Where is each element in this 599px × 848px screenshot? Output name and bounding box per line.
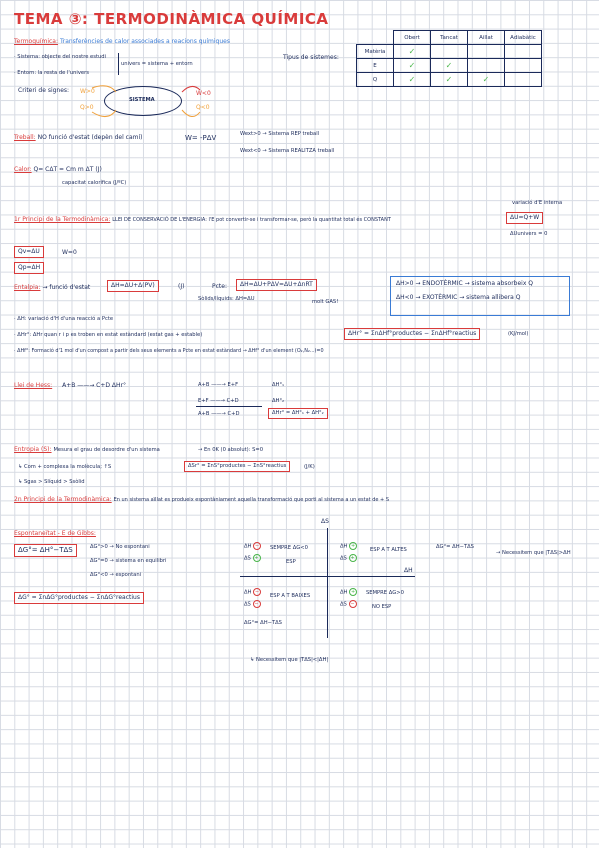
q3-formula: ΔG°= ΔH−TΔS [244,620,282,626]
entropia-box: ΔSr° = ΣnS°productes − ΣnS°reactius [184,461,290,472]
univers-def: univers = sistema + entorn [121,61,193,67]
hess-h1: ΔH°₁ [272,382,285,388]
sistema-label: SISTEMA [129,97,155,103]
entalpia-unit: (J) [178,283,185,290]
criteri-arrows [88,82,208,122]
calor-cap: capacitat calorífica (J/ºC) [62,180,127,186]
table-row [357,45,542,59]
entalpia-box2: ΔH=ΔU+PΔV=ΔU+ΔnRT [236,279,317,291]
entalpia-label: Entalpia: [14,284,41,291]
row-label: E [357,59,394,73]
table-cell: ✓ [431,59,468,73]
entalpia-def: → funció d'estat [42,284,91,291]
table-header: Aillat [468,31,505,45]
q4-text: SEMPRE ΔG>0 [366,590,404,596]
table-row [357,73,542,87]
q1-ds [340,554,357,563]
hess-divider [196,406,262,407]
intro-definition [14,38,230,46]
hess-h2: ΔH°₂ [272,398,285,404]
qv-box: Qv=ΔU [14,246,44,258]
axis-s-line [327,528,328,638]
table-row [357,59,542,73]
q2-dh-label: ΔH [244,543,252,550]
treball-case1: Wext>0 → Sistema REP treball [240,131,320,137]
hr-box: ΔHr° = ΣnΔHf°productes − ΣnΔHf°reactius [344,328,480,340]
entropia-zero: → En 0K (0 absolut): S=0 [198,447,264,453]
q4-dh-label: ΔH [340,589,348,596]
row-label: Matèria [357,45,394,59]
criteri-label: Criteri de signes: [18,87,70,94]
table-cell: ✓ [394,73,431,87]
q-positive: Q>0 [80,104,94,111]
table-cell [505,59,542,73]
q2-ds-label: ΔS [244,555,251,562]
hess-h3: ΔHr° = ΔH°₁ + ΔH°₂ [268,408,328,419]
calor-label: Calor: [14,166,32,173]
principi1-note-bottom: ΔUunivers = 0 [510,231,548,237]
hess-r2: E+F ——→ C+D [198,398,239,404]
page-title: TEMA ③: TERMODINÀMICA QUÍMICA [14,10,329,28]
q3-ds [244,600,261,609]
axis-h-line [240,576,415,577]
q3-text: ESP A T BAIXES [270,593,311,599]
calor-line [14,166,102,174]
plus-icon: + [351,589,356,595]
q4-ds-label: ΔS [340,601,347,608]
q3-ds-label: ΔS [244,601,251,608]
principi1-note-top: variació d'E interna [512,200,563,206]
exo-line: ΔH<0 → EXOTÈRMIC → sistema allibera Q [396,294,521,301]
systems-table [356,30,542,87]
plus-icon: + [351,543,356,549]
entropia-label: Entropia (S): [14,446,52,453]
calor-formula: Q= CΔT = Cm m ΔT (J) [33,166,102,173]
w-negative: W<0 [196,90,211,97]
entropia-line [14,446,160,454]
hess-line [14,382,126,390]
q1-ds-label: ΔS [340,555,347,562]
entropia-def: Mesura el grau de desordre d'un sistema [53,447,160,453]
minus-icon: − [254,601,259,607]
hr-unit: (KJ/mol) [508,331,529,337]
table-cell: ✓ [431,73,468,87]
sistema-def: · Sistema: objecte del nostre estudi [14,54,106,60]
q2-text: SEMPRE ΔG<0 [270,545,308,551]
q1-formula: ΔG°= ΔH−TΔS [436,544,474,550]
q1-note: → Necessitem que |TΔS|>ΔH [496,550,571,556]
principi1-line [14,216,391,224]
principi1-label: 1r Principi de la Termodinàmica: [14,216,111,223]
treball-formula: W= -PΔV [185,134,217,142]
gibbs-box2: ΔG° = ΣnΔG°productes − ΣnΔG°reactius [14,592,144,604]
principi2-text: En un sistema aïllat es produeix espontàniament aquella transformació que porti al sistema a un estat de + S [113,497,389,503]
treball-desc: NO funció d'estat (depèn del camí) [37,134,143,141]
q2-dh [244,542,261,551]
table-cell [468,45,505,59]
table-cell: ✓ [468,73,505,87]
treball-label: Treball: [14,134,36,141]
gibbs-c2: ΔG°=0 → sistema en equilibri [90,558,167,564]
entalpia-box1: ΔH=ΔU+Δ(PV) [107,280,159,292]
endo-line: ΔH>0 → ENDOTÈRMIC → sistema absorbeix Q [396,280,534,287]
q3-dh [244,588,261,597]
entropia-l2: ↳ Sgas > Slíquid > Ssòlid [18,479,85,485]
endo-exo-box [390,276,570,316]
table-header: Obert [394,31,431,45]
hess-label: Llei de Hess: [14,382,53,389]
term-def: Transferències de calor associades a reacions químiques [59,38,230,45]
principi1-box: ΔU=Q+W [506,212,543,224]
minus-icon: − [350,601,355,607]
q1-dh [340,542,357,551]
axis-h-label: ΔH [404,567,413,574]
tipus-label: Tipus de sistemes: [283,54,339,61]
gibbs-box: ΔG°= ΔH°−TΔS [14,544,77,557]
gibbs-c1: ΔG°>0 → No espontani [90,544,150,550]
hr-def: · ΔHr°: ΔHr quan r i p es troben en estat estàndard (estat gas + estable) [14,332,203,338]
hess-r3: A+B ——→ C+D [198,411,240,417]
hess-reaction: A+B ——→ C+D ΔHr° [62,382,127,389]
w-zero: W=0 [62,249,77,256]
gasos-note: molt GAS! [312,299,339,305]
plus-icon: + [350,555,355,561]
entropia-l1: ↳ Com + complexa la molècula; ↑S [18,464,112,470]
q2-ds [244,554,261,563]
solids-note: Sòlids/líquids: ΔH=ΔU [198,296,255,302]
table-header: Adiabàtic [505,31,542,45]
table-cell [505,73,542,87]
minus-icon: − [255,543,260,549]
entropia-unit: (J/K) [304,464,315,470]
q1-dh-label: ΔH [340,543,348,550]
q4-dh [340,588,357,597]
axis-s-label: ΔS [321,518,329,525]
q4-sub: NO ESP [372,604,392,610]
pcte-label: Pcte: [212,283,227,290]
table-header-row [357,31,542,45]
brace [114,53,119,75]
q2-sub: ESP [286,559,296,565]
term-label: Termoquímica: [14,38,59,45]
hess-r1: A+B ——→ E+F [198,382,239,388]
q4-ds [340,600,357,609]
treball-case2: Wext<0 → Sistema REALITZA treball [240,148,335,154]
table-header [357,31,394,45]
table-header: Tancat [431,31,468,45]
table-cell [431,45,468,59]
entalpia-line [14,284,90,292]
q1-text: ESP A T ALTES [370,547,407,553]
qp-box: Qp=ΔH [14,262,44,274]
principi1-text: LLEI DE CONSERVACIÓ DE L'ENERGIA: l'E pot convertir-se i transformar-se, però la quantitat total és CONSTANT [112,217,391,223]
gibbs-label: Espontaneïtat - E de Gibbs: [14,530,96,537]
w-positive: W>0 [80,88,95,95]
treball-line [14,134,142,142]
hf-def: · ΔHf°: Formació d'1 mol d'un compost a partir dels seus elements a Pcte en estat estàndard → ΔHf° d'un element (O₂,N₂...)=0 [14,348,324,354]
plus-icon: + [254,555,259,561]
table-cell: ✓ [394,59,431,73]
entorn-def: · Entorn: la resta de l'univers [14,70,89,76]
principi2-line [14,496,389,504]
table-cell [468,59,505,73]
principi2-label: 2n Principi de la Termodinàmica: [14,496,112,503]
row-label: Q [357,73,394,87]
q3-note: ↳ Necessitem que |TΔS|<|ΔH| [250,657,329,663]
gibbs-c3: ΔG°<0 → espontani [90,572,142,578]
q-negative-label-2: Q<0 [196,104,210,111]
minus-icon: − [255,589,260,595]
table-cell: ✓ [394,45,431,59]
var-h-def: · ΔH: variació d'H d'una reacció a Pcte [14,316,114,322]
q3-dh-label: ΔH [244,589,252,596]
table-cell [505,45,542,59]
